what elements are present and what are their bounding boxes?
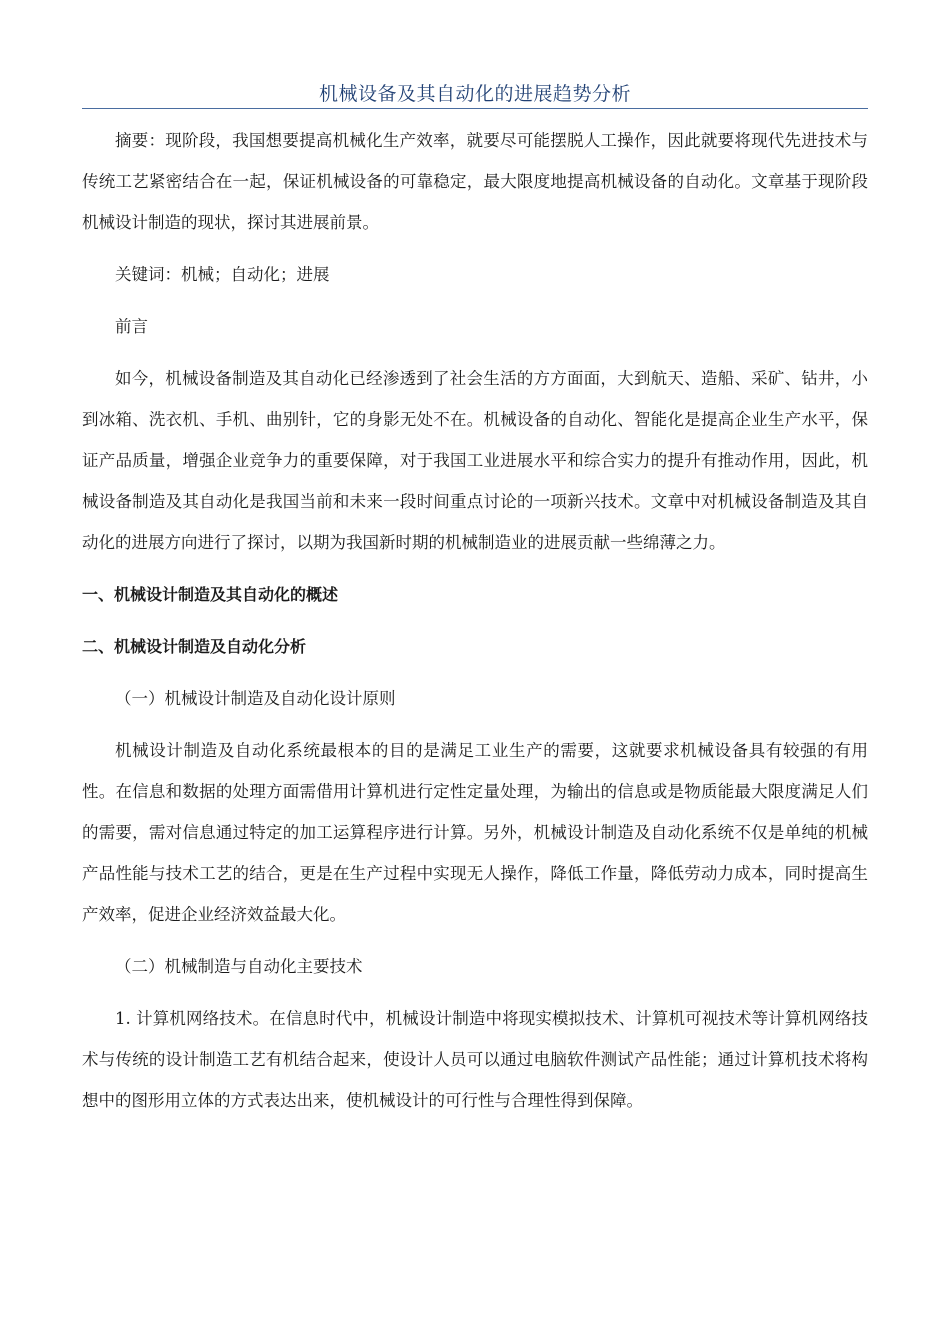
title-divider [82, 108, 868, 109]
subsection-1-paragraph: 机械设计制造及自动化系统最根本的目的是满足工业生产的需要，这就要求机械设备具有较强的有用性。在信息和数据的处理方面需借用计算机进行定性定量处理，为输出的信息或是物质能最大限度满足人们的需要，需对信息通过特定的加工运算程序进行计算。另外，机械设计制造及自动化系统不仅是单纯的机械产品性能与技术工艺的结合，更是在生产过程中实现无人操作，降低工作量，降低劳动力成本，同时提高生产效率，促进企业经济效益最大化。 [82, 741, 868, 924]
section-heading-1: 一、机械设计制造及其自动化的概述 [82, 585, 339, 604]
subsection-2-item-1-paragraph: 1. 计算机网络技术。在信息时代中，机械设计制造中将现实模拟技术、计算机可视技术等计算机网络技术与传统的设计制造工艺有机结合起来，使设计人员可以通过电脑软件测试产品性能；通过计算机技术将构想中的图形用立体的方式表达出来，使机械设计的可行性与合理性得到保障。 [82, 1009, 868, 1110]
section-heading-2: 二、机械设计制造及自动化分析 [82, 637, 307, 656]
document-body [82, 120, 868, 1132]
page-title: 机械设备及其自动化的进展趋势分析 [318, 83, 631, 105]
subsection-heading-2: （二）机械制造与自动化主要技术 [115, 957, 363, 976]
subsection-heading-1: （一）机械设计制造及自动化设计原则 [115, 689, 396, 708]
preface-label: 前言 [115, 317, 148, 336]
preface-paragraph: 如今，机械设备制造及其自动化已经渗透到了社会生活的方方面面，大到航天、造船、采矿、钻井，小到冰箱、洗衣机、手机、曲别针，它的身影无处不在。机械设备的自动化、智能化是提高企业生产水平，保证产品质量，增强企业竞争力的重要保障，对于我国工业进展水平和综合实力的提升有推动作用，因此，机械设备制造及其自动化是我国当前和未来一段时间重点讨论的一项新兴技术。文章中对机械设备制造及其自动化的进展方向进行了探讨，以期为我国新时期的机械制造业的进展贡献一些绵薄之力。 [82, 369, 868, 552]
abstract-paragraph: 摘要：现阶段，我国想要提高机械化生产效率，就要尽可能摆脱人工操作，因此就要将现代先进技术与传统工艺紧密结合在一起，保证机械设备的可靠稳定，最大限度地提高机械设备的自动化。文章基于现阶段机械设计制造的现状，探讨其进展前景。 [82, 131, 868, 232]
keywords-line: 关键词：机械；自动化；进展 [115, 265, 330, 284]
